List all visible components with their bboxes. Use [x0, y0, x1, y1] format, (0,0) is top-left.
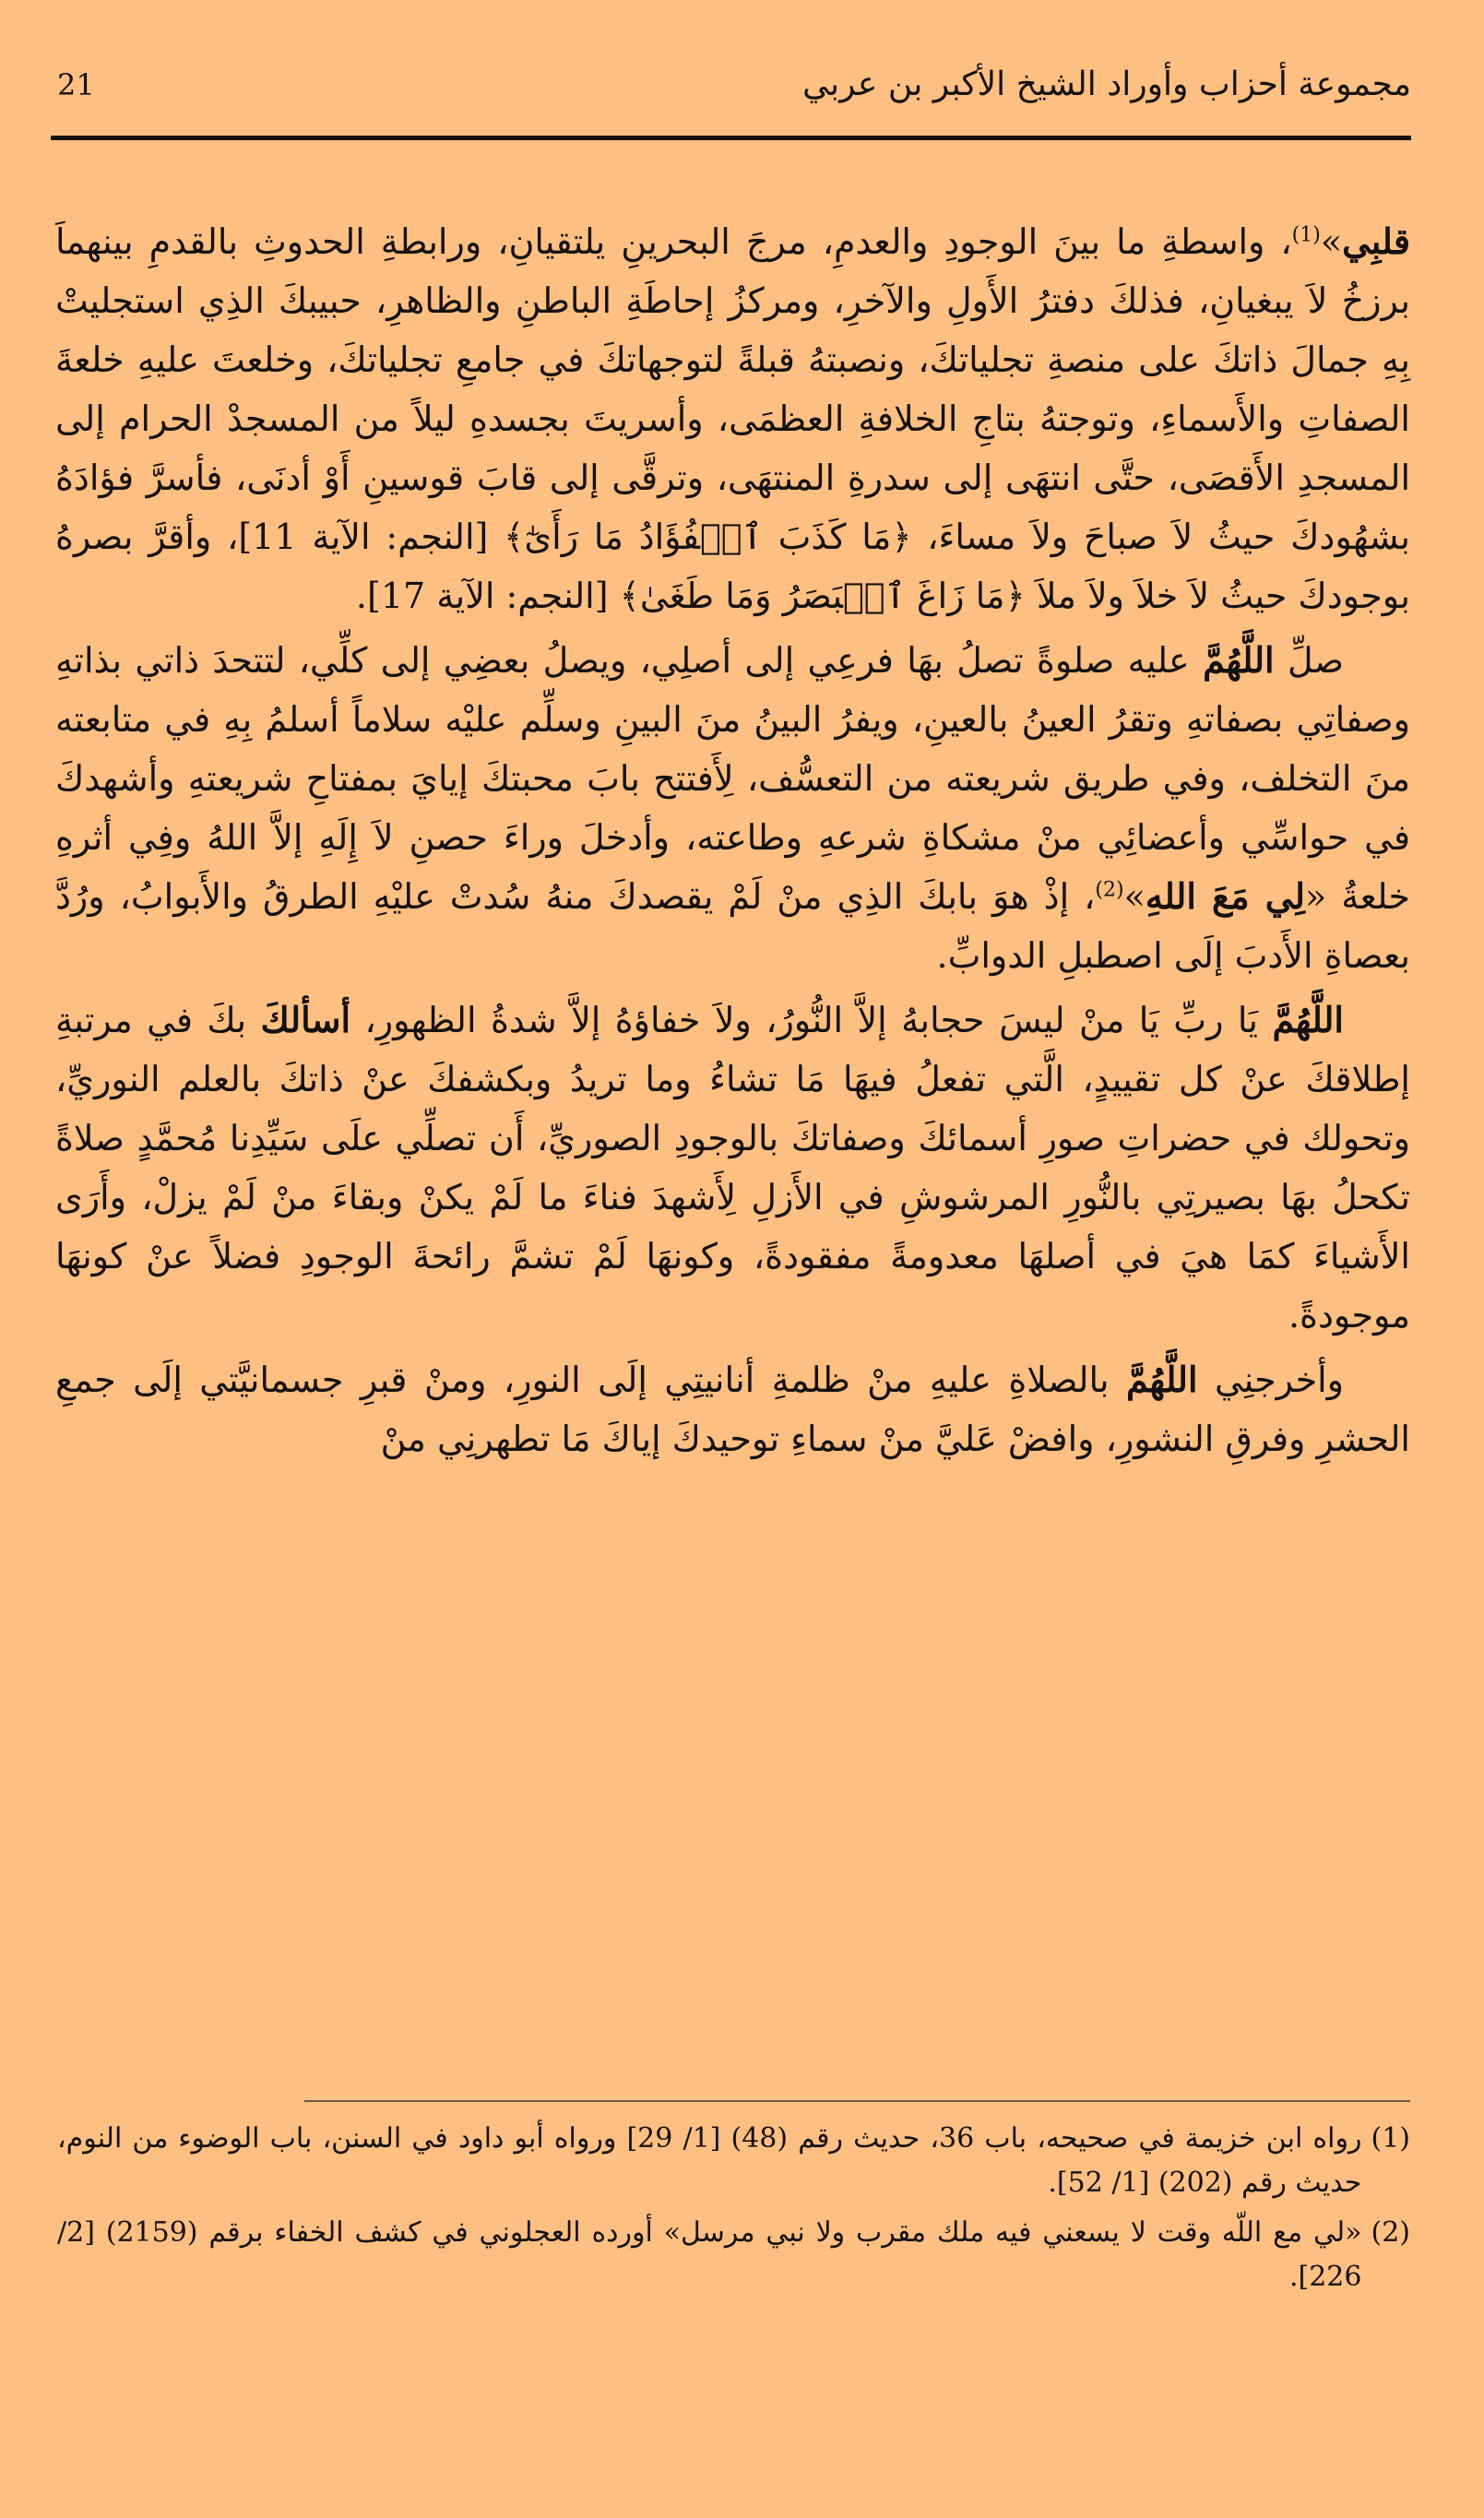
paragraph-text: بالصلاةِ عليهِ منْ ظلمةِ أنانيتِي إلَى النورِ، ومنْ قبرِ جسمانيَّتي إلَى جمعِ الحشرِ وفرقِ النشورِ، وافضْ عَليَّ منْ سماءِ توحيدكَ إياكَ مَا تطهرنِي منْ	[55, 1360, 1410, 1459]
footnote-2	[57, 2211, 1410, 2299]
quote-mark: »	[1123, 876, 1146, 917]
page-number: 21	[57, 67, 95, 102]
footnote-text: «لي مع اللّه وقت لا يسعني فيه ملك مقرب ولا نبي مرسل» أورده العجلوني في كشف الخفاء برقم (2159) [2/ 226].	[57, 2216, 1362, 2293]
running-title: مجموعة أحزاب وأوراد الشيخ الأكبر بن عربي	[802, 65, 1411, 103]
footnote-ref-1[interactable]: (1)	[1291, 223, 1321, 247]
bold-word: اللَّهُمَّ	[1272, 999, 1344, 1040]
paragraph-2	[55, 631, 1410, 985]
paragraph-1	[55, 212, 1410, 625]
paragraph-text: يَا ربِّ يَا منْ ليسَ حجابهُ إلاَّ النُّورُ، ولاَ خفاؤهُ إلاَّ شدةُ الظهورِ،	[364, 1000, 1259, 1040]
header-divider	[51, 136, 1411, 140]
footnote-ref-2[interactable]: (2)	[1095, 878, 1124, 902]
footnote-number: (1)	[1371, 2122, 1410, 2155]
bold-word: اللَّهُمَّ	[1126, 1359, 1198, 1400]
quote-mark: »	[1320, 221, 1343, 262]
paragraph-text: عليه صلوةً تصلُ بهَا فرعِي إلى أصلِي، ويصلُ بعضِي إلى كلِّي، لتتحدَ ذاتي بذاتهِ وصفاتِي بصفاتهِ وتقرُ العينُ بالعينِ، ويفرُ البينُ منَ البينِ وسلِّم عليْه سلاماً أسلمُ بِهِ في متابعته منَ التخلف، وفي طريق شريعته من التعسُّف، لِأَفتتح بابَ محبتكَ إيايَ بمفتاحِ شريعتهِ وأشهدكَ في حواسِّي وأعضائِي منْ مشكاةِ شرعهِ وطاعته، وأدخلَ وراءَ حصنِ لاَ إِلَهِ إلاَّ اللهُ وفِي أثرهِ خلعةُ «	[55, 640, 1410, 917]
footnote-divider	[304, 2100, 1410, 2102]
footnotes	[57, 2117, 1410, 2305]
paragraph-3	[55, 991, 1410, 1345]
main-text	[55, 212, 1410, 1474]
bold-word: قلبِي	[1342, 220, 1410, 262]
paragraph-text: بكَ في مرتبةِ إطلاقكَ عنْ كل تقييدٍ، الَّتي تفعلُ فيهَا مَا تشاءُ وما تريدُ وبكشفكَ عنْ ذاتكَ بالعلم النوريِّ، وتحولك في حضراتِ صورِ أسمائكَ وصفاتكَ بالوجودِ الصوريِّ، أَن تصلِّي علَى سَيِّدِنا مُحمَّدٍ صلاةً تكحلُ بهَا بصيرتِي بالنُّورِ المرشوشِ في الأَزلِ لِأَشهدَ فناءَ ما لَمْ يكنْ وبقاءَ منْ لَمْ يزلْ، وأَرَى الأَشياءَ كمَا هيَ في أصلهَا معدومةً مفقودةً، وكونهَا لَمْ تشمَّ رائحةَ الوجودِ فضلاً عنْ كونهَا موجودةً.	[55, 1000, 1410, 1336]
paragraph-lead: وأخرجنِي	[1214, 1360, 1344, 1400]
bold-quote: لِي مَعَ اللهِ	[1145, 875, 1305, 917]
footnote-number: (2)	[1371, 2216, 1410, 2249]
bold-word: اللَّهُمَّ	[1203, 639, 1275, 681]
footnote-1	[57, 2117, 1410, 2205]
paragraph-text: ، إذْ هوَ بابكَ الذِي منْ لَمْ يقصدكَ منهُ سُدتْ عليْهِ الطرقُ والأَبوابُ، ورُدَّ بعصاةِ الأَدبَ إلَى اصطبلِ الدوابِّ.	[55, 876, 1410, 976]
paragraph-4	[55, 1350, 1410, 1468]
paragraph-text: ، واسطةِ ما بينَ الوجودِ والعدمِ، مرجَ البحرينِ يلتقيانِ، ورابطةِ الحدوثِ بالقدمِ بينهماَ برزخُ لاَ يبغيانِ، فذلكَ دفترُ الأَولِ والآخرِ، ومركزُ إحاطَةِ الباطنِ والظاهرِ، حبيبكَ الذِي استجليتْ بِهِ جمالَ ذاتكَ على منصةِ تجلياتكَ، ونصبتهُ قبلةً لتوجهاتكَ في جامعِ تجلياتكَ، وخلعتَ عليهِ خلعةَ الصفاتِ والأَسماءِ، وتوجتهُ بتاجِ الخلافةِ العظمَى، وأسريتَ بجسدهِ ليلاً من المسجدْ الحرام إلى المسجدِ الأَقصَى، حتَّى انتهَى إلى سدرةِ المنتهَى، وترقَّى إلى قابَ قوسينِ أَوْ أدنَى، فأسرَّ فؤادَهُ بشهُودكَ حيثُ لاَ صباحَ ولاَ مساءَ، ﴿مَا كَذَبَ ٱلۡفُؤَادُ مَا رَأَىٰٓ﴾ [النجم: الآية 11]، وأقرَّ بصرهُ بوجودكَ حيثُ لاَ خلاَ ولاَ ملاَ ﴿مَا زَاغَ ٱلۡبَصَرُ وَمَا طَغَىٰ﴾ [النجم: الآية 17].	[55, 221, 1410, 616]
bold-word: أسألكَ	[260, 999, 351, 1040]
paragraph-lead: صلِّ	[1287, 640, 1344, 681]
footnote-text: رواه ابن خزيمة في صحيحه، باب 36، حديث رقم (48) [1/ 29] ورواه أبو داود في السنن، باب الوضوء من النوم، حديث رقم (202) [1/ 52].	[57, 2122, 1362, 2199]
